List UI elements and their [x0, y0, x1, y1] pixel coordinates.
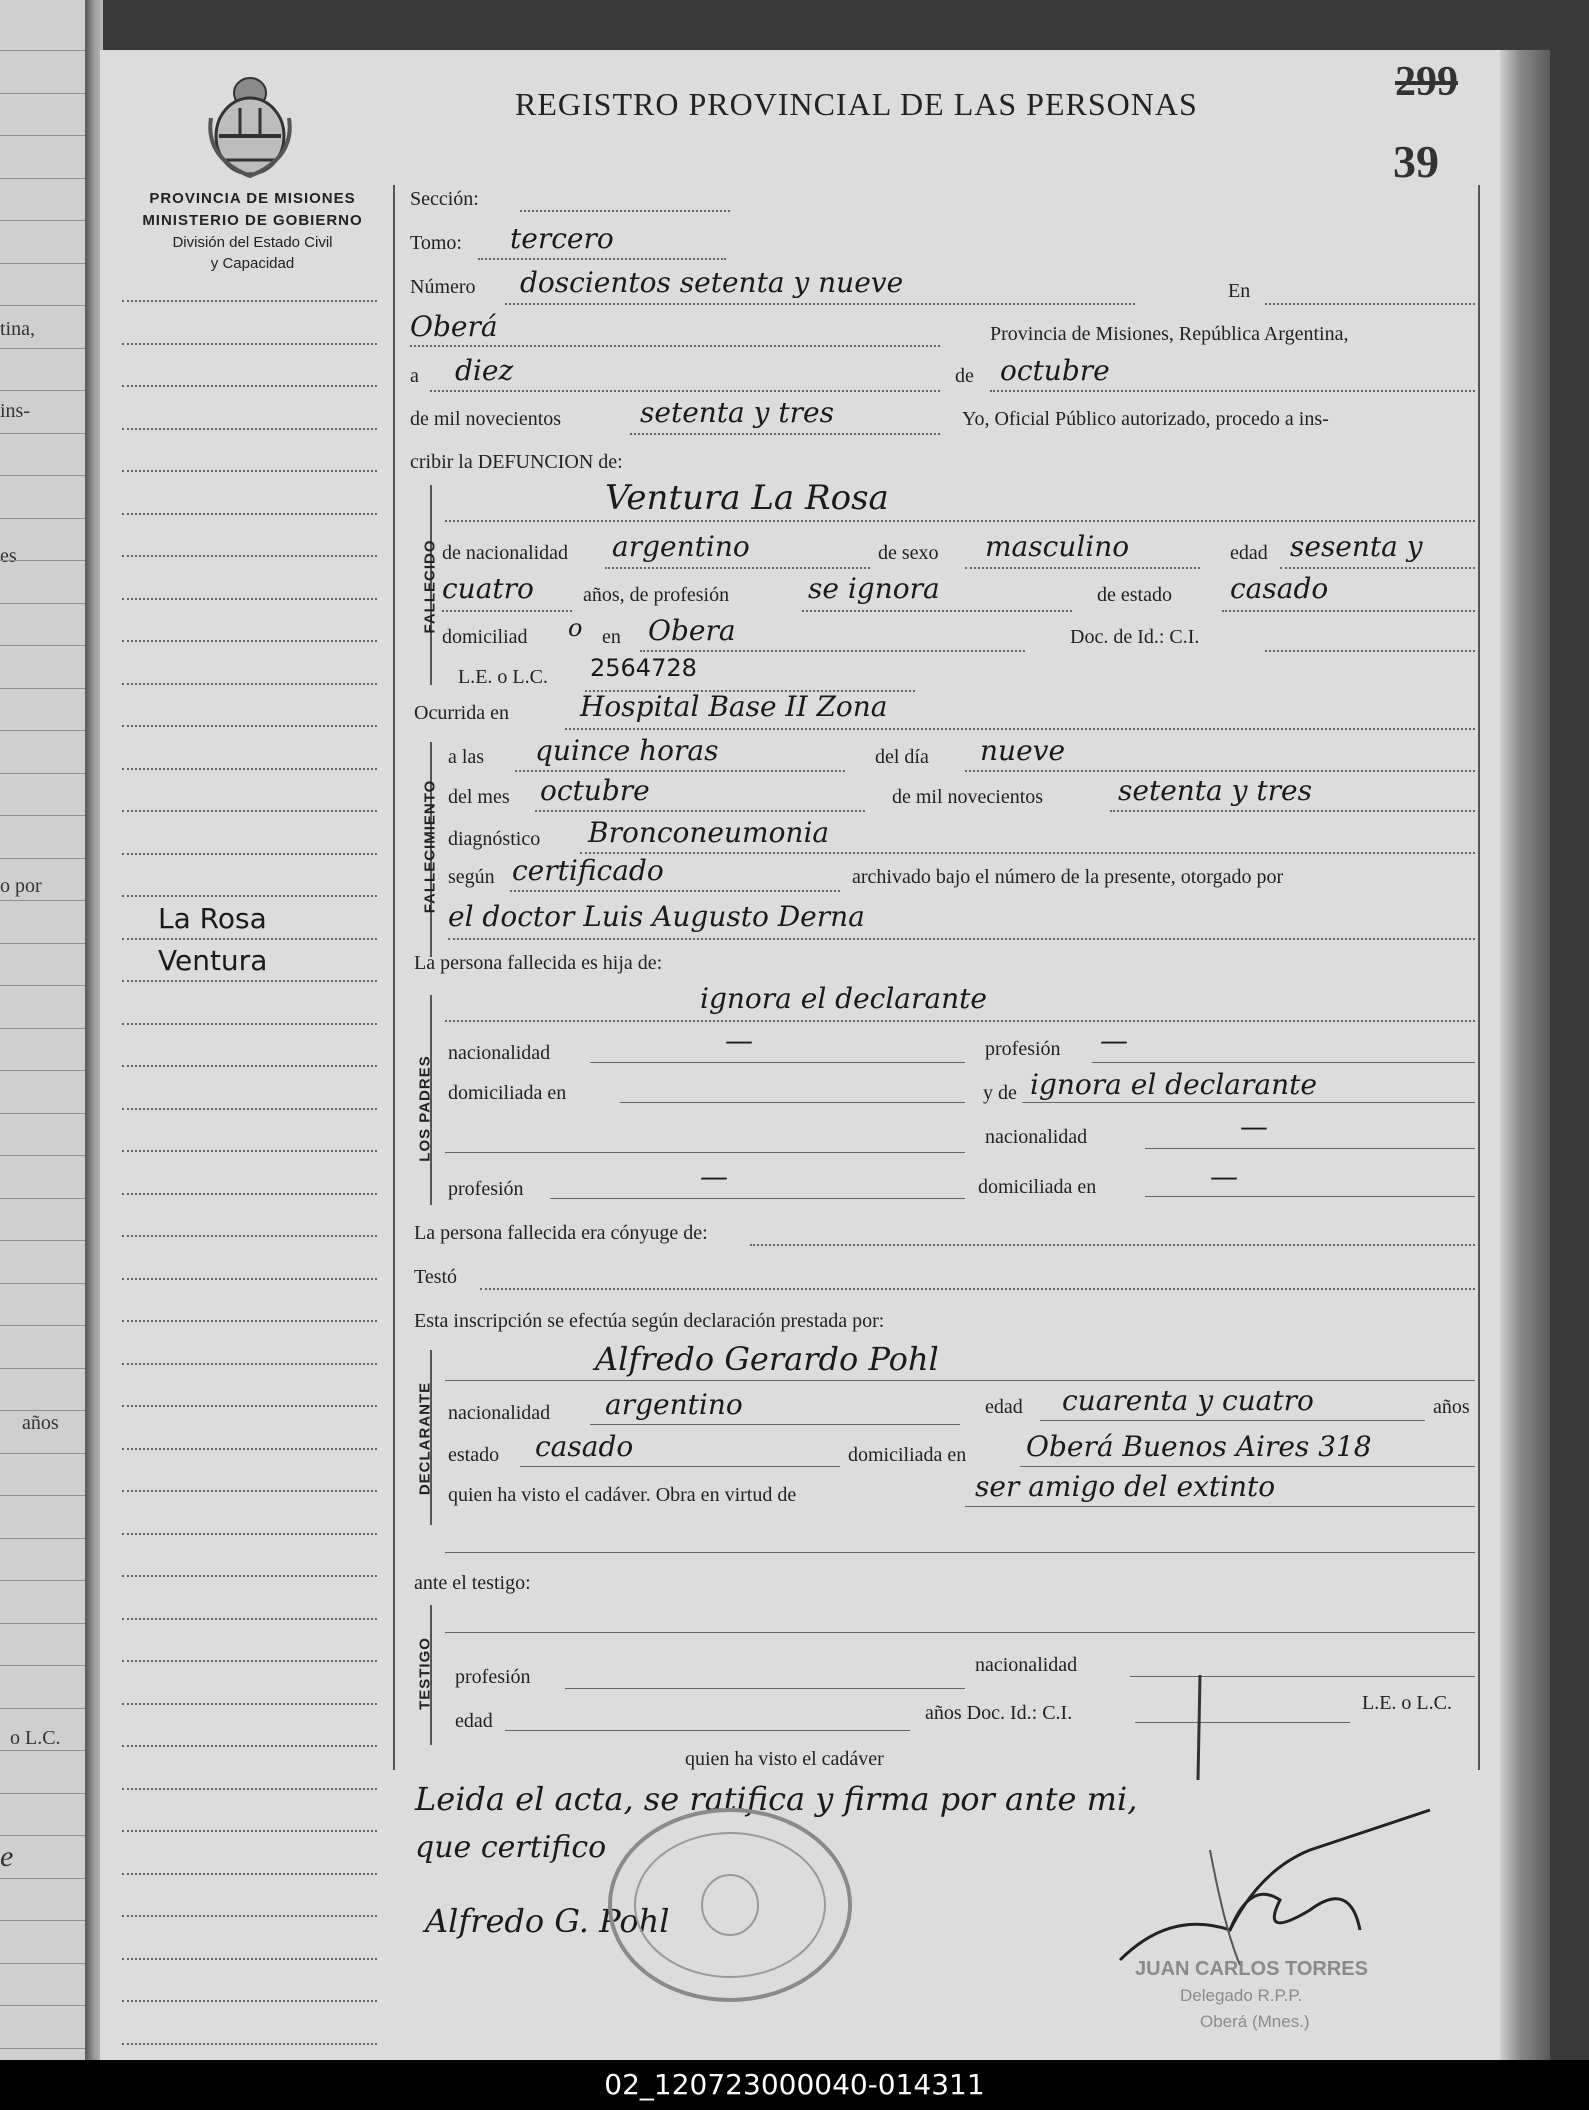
value-dia: diez [455, 354, 514, 387]
margin-rule [122, 1830, 377, 1832]
left-page-rule [0, 1325, 85, 1326]
closing-text: Leida el acta, se ratifica y firma por ante mi, [415, 1780, 1138, 1818]
margin-rule [122, 1363, 377, 1365]
margin-rule [122, 1108, 377, 1110]
value-dash: — [725, 1024, 753, 1057]
margin-rule [122, 1873, 377, 1875]
section-declarante: DECLARANTE [416, 1381, 434, 1496]
value-dec-estado: casado [535, 1430, 634, 1463]
margin-rule [122, 1023, 377, 1025]
margin-name-2: Ventura [158, 944, 268, 977]
margin-name-1: La Rosa [158, 902, 267, 935]
label-domiciliada-en3: domiciliada en [848, 1444, 967, 1466]
left-page-rule [0, 1155, 85, 1156]
margin-rule [122, 810, 377, 812]
left-page-rule [0, 1920, 85, 1921]
left-page-rule [0, 1665, 85, 1666]
margin-rule [122, 1320, 377, 1322]
page-title: REGISTRO PROVINCIAL DE LAS PERSONAS [515, 86, 1198, 122]
value-hora: quince horas [535, 734, 719, 767]
margin-rule [122, 555, 377, 557]
value-lugar: Oberá [410, 310, 498, 343]
margin-rule [122, 1703, 377, 1705]
margin-rule [122, 1193, 377, 1195]
margin-rule [122, 1448, 377, 1450]
left-page-rule [0, 178, 85, 179]
left-page-rule [0, 1283, 85, 1284]
margin-rule [122, 1490, 377, 1492]
left-page-rule [0, 390, 85, 391]
left-page-rule [0, 1538, 85, 1539]
margin-rule [122, 938, 377, 940]
value-padre: ignora el declarante [700, 982, 987, 1015]
left-page-rule [0, 815, 85, 816]
margin-rule [122, 640, 377, 642]
left-page-rule [0, 305, 85, 306]
official-seal-icon [600, 1800, 860, 2010]
margin-rule [122, 1915, 377, 1917]
value-le: 2564728 [590, 654, 697, 682]
value-dash: — [1240, 1110, 1268, 1143]
label-de: de [955, 365, 974, 387]
margin-rule [122, 1235, 377, 1237]
stamp-line: Delegado R.P.P. [1180, 1986, 1303, 2005]
margin-rule [122, 1065, 377, 1067]
left-page-rule [0, 1793, 85, 1794]
margin-rule [122, 1788, 377, 1790]
left-page-rule [0, 1240, 85, 1241]
struck-number: 299 [1395, 59, 1458, 105]
section-fallecimiento: FALLECIMIENTO [421, 779, 439, 914]
value-segun: certificado [512, 854, 664, 887]
left-page-rule [0, 2048, 85, 2049]
label-le2: L.E. o L.C. [1362, 1692, 1452, 1714]
label-edad: edad [1230, 542, 1268, 564]
label-domiciliada-en2: domiciliada en [978, 1176, 1097, 1198]
value-dash: — [700, 1160, 728, 1193]
label-profesion3: profesión [455, 1666, 531, 1688]
left-page-rule [0, 1070, 85, 1071]
coat-of-arms-icon [205, 68, 295, 180]
label-inscripcion: Esta inscripción se efectúa según declaración prestada por: [414, 1310, 885, 1332]
margin-rule [122, 513, 377, 515]
label-y-de: y de [983, 1082, 1017, 1104]
pen-mark-icon [1180, 1670, 1220, 1790]
left-page-rule [0, 1750, 85, 1751]
left-page-rule [0, 730, 85, 731]
left-page-rule [0, 688, 85, 689]
value-dec-nac: argentino [605, 1388, 743, 1421]
label-de-mil: de mil novecientos [892, 786, 1044, 808]
label-en2: en [602, 626, 621, 648]
margin-rule [122, 2043, 377, 2045]
margin-rule [122, 1618, 377, 1620]
label-nacionalidad4: nacionalidad [448, 1402, 551, 1424]
value-ocurrida: Hospital Base II Zona [580, 690, 888, 723]
label-a: a [410, 365, 419, 387]
label-segun: según [448, 866, 495, 888]
label-anios-prof: años, de profesión [583, 584, 730, 606]
margin-rule [122, 1958, 377, 1960]
stamp-line: Oberá (Mnes.) [1200, 2012, 1310, 2031]
label-provincia: Provincia de Misiones, República Argentina, [990, 323, 1349, 345]
column-rule [1478, 185, 1480, 1770]
label-doc: Doc. de Id.: C.I. [1070, 626, 1200, 648]
margin-rule [122, 895, 377, 897]
label-estado: de estado [1097, 584, 1172, 606]
value-declarante: Alfredo Gerardo Pohl [595, 1340, 939, 1378]
label-en: En [1228, 280, 1251, 302]
value-madre: ignora el declarante [1030, 1068, 1317, 1101]
label-nacionalidad: de nacionalidad [442, 542, 569, 564]
left-page-rule [0, 1368, 85, 1369]
left-page-rule [0, 1878, 85, 1879]
value-anio-muerte: setenta y tres [1118, 774, 1312, 807]
margin-rule [122, 385, 377, 387]
left-page-rule [0, 2005, 85, 2006]
left-page-rule [0, 858, 85, 859]
left-page-rule [0, 50, 85, 51]
value-dom-suffix: o [568, 614, 583, 642]
left-page [0, 0, 95, 2060]
value-dia-muerte: nueve [980, 734, 1066, 767]
margin-rule [122, 1278, 377, 1280]
left-page-rule [0, 220, 85, 221]
margin-rule [122, 1533, 377, 1535]
value-numero: doscientos setenta y nueve [520, 266, 904, 299]
value-dec-virtud: ser amigo del extinto [975, 1470, 1276, 1503]
value-dec-dom: Oberá Buenos Aires 318 [1026, 1430, 1372, 1463]
margin-rule [122, 980, 377, 982]
margin-rule [122, 2000, 377, 2002]
left-page-rule [0, 773, 85, 774]
margin-rule [122, 1150, 377, 1152]
value-edad1: sesenta y [1290, 530, 1423, 563]
label-archivado: archivado bajo el número de la presente, otorgado por [852, 866, 1284, 888]
left-fragment: ins- [0, 400, 30, 422]
section-fallecido: FALLECIDO [421, 539, 439, 634]
value-diagnostico: Bronconeumonia [588, 816, 830, 849]
left-page-rule [0, 900, 85, 901]
left-page-rule [0, 645, 85, 646]
label-quien2: quien ha visto el cadáver [685, 1748, 884, 1770]
left-page-rule [0, 943, 85, 944]
label-ocurrida: Ocurrida en [414, 702, 509, 724]
value-mes: octubre [1000, 354, 1110, 387]
declarant-signature: Alfredo G. Pohl [425, 1902, 670, 1940]
label-edad2: edad [985, 1396, 1023, 1418]
margin-rule [122, 343, 377, 345]
label-seccion: Sección: [410, 188, 479, 210]
registrar-signature-icon [1110, 1790, 1440, 1970]
value-anio: setenta y tres [640, 396, 834, 429]
footer-bar [0, 2060, 1589, 2110]
label-yo: Yo, Oficial Público autorizado, procedo a ins- [962, 408, 1329, 430]
left-fragment: e [0, 1840, 14, 1873]
margin-rule [122, 853, 377, 855]
margin-rule [122, 725, 377, 727]
value-nacionalidad: argentino [612, 530, 750, 563]
left-page-rule [0, 560, 85, 561]
section-testigo: TESTIGO [416, 1637, 434, 1710]
margin-rule [122, 1405, 377, 1407]
label-numero: Número [410, 276, 476, 298]
label-del-mes: del mes [448, 786, 510, 808]
agency-line: y Capacidad [210, 255, 295, 272]
left-page-rule [0, 348, 85, 349]
margin-rule [122, 683, 377, 685]
left-page-rule [0, 475, 85, 476]
section-padres: LOS PADRES [416, 1055, 434, 1162]
label-anios: años [1433, 1396, 1470, 1418]
left-page-rule [0, 985, 85, 986]
label-anios-doc: años Doc. Id.: C.I. [925, 1702, 1073, 1724]
label-quien: quien ha visto el cadáver. Obra en virtud de [448, 1484, 797, 1506]
left-page-rule [0, 433, 85, 434]
label-sexo: de sexo [878, 542, 939, 564]
value-profesion: se ignora [808, 572, 940, 605]
label-le: L.E. o L.C. [458, 666, 548, 688]
value-domicilio: Obera [648, 614, 736, 647]
label-a-las: a las [448, 746, 485, 768]
margin-rule [122, 300, 377, 302]
margin-rule [122, 470, 377, 472]
agency-line: División del Estado Civil [172, 234, 333, 251]
left-page-rule [0, 1963, 85, 1964]
margin-rule [122, 428, 377, 430]
label-estado2: estado [448, 1444, 500, 1466]
value-edad2: cuatro [442, 572, 534, 605]
value-dec-edad: cuarenta y cuatro [1062, 1384, 1314, 1417]
value-mes-muerte: octubre [540, 774, 650, 807]
left-page-rule [0, 1113, 85, 1114]
left-page-rule [0, 1623, 85, 1624]
label-profesion2: profesión [448, 1178, 524, 1200]
page-edge [1500, 50, 1550, 2060]
label-conyuge: La persona fallecida era cónyuge de: [414, 1222, 708, 1244]
stamp-name: JUAN CARLOS TORRES [1135, 1958, 1368, 1980]
left-fragment: o L.C. [10, 1727, 61, 1749]
left-fragment: es [0, 545, 17, 567]
left-page-rule [0, 518, 85, 519]
left-fragment: o por [0, 875, 42, 897]
left-page-rule [0, 1198, 85, 1199]
agency-line: MINISTERIO DE GOBIERNO [142, 212, 363, 229]
left-page-rule [0, 1495, 85, 1496]
label-diagnostico: diagnóstico [448, 828, 541, 850]
left-page-rule [0, 1410, 85, 1411]
left-page-rule [0, 1580, 85, 1581]
value-estado: casado [1230, 572, 1329, 605]
value-doctor: el doctor Luis Augusto Derna [448, 900, 865, 933]
left-page-rule [0, 1835, 85, 1836]
record-number: 39 [1393, 136, 1439, 187]
label-del-dia: del día [875, 746, 929, 768]
label-mil: de mil novecientos [410, 408, 562, 430]
label-tomo: Tomo: [410, 232, 462, 254]
margin-rule [122, 1660, 377, 1662]
label-domiciliada-en: domiciliada en [448, 1082, 567, 1104]
label-profesion: profesión [985, 1038, 1061, 1060]
column-rule [393, 185, 395, 1770]
margin-rule [122, 1575, 377, 1577]
label-domiciliado: domiciliad [442, 626, 528, 648]
label-edad3: edad [455, 1710, 493, 1732]
label-nacionalidad5: nacionalidad [975, 1654, 1078, 1676]
margin-rule [122, 1745, 377, 1747]
value-tomo: tercero [510, 222, 614, 255]
agency-line: PROVINCIA DE MISIONES [149, 190, 356, 207]
left-page-rule [0, 135, 85, 136]
label-nacionalidad3: nacionalidad [985, 1126, 1088, 1148]
label-testigo: ante el testigo: [414, 1572, 531, 1594]
left-page-rule [0, 263, 85, 264]
left-page-rule [0, 1708, 85, 1709]
left-page-rule [0, 93, 85, 94]
left-page-rule [0, 1453, 85, 1454]
value-sexo: masculino [985, 530, 1130, 563]
left-page-rule [0, 1028, 85, 1029]
value-nombre: Ventura La Rosa [605, 478, 889, 518]
label-nacionalidad2: nacionalidad [448, 1042, 551, 1064]
footer-id: 02_120723000040-014311 [604, 2068, 985, 2101]
label-cribir: cribir la DEFUNCION de: [410, 451, 623, 473]
margin-rule [122, 598, 377, 600]
value-dash: — [1210, 1160, 1238, 1193]
value-dash: — [1100, 1024, 1128, 1057]
margin-rule [122, 768, 377, 770]
left-page-rule [0, 603, 85, 604]
left-fragment: tina, [0, 318, 35, 340]
label-testo: Testó [414, 1266, 458, 1288]
label-hija: La persona fallecida es hija de: [414, 952, 663, 974]
closing-text: que certifico [415, 1830, 607, 1865]
left-fragment: años [22, 1412, 59, 1434]
